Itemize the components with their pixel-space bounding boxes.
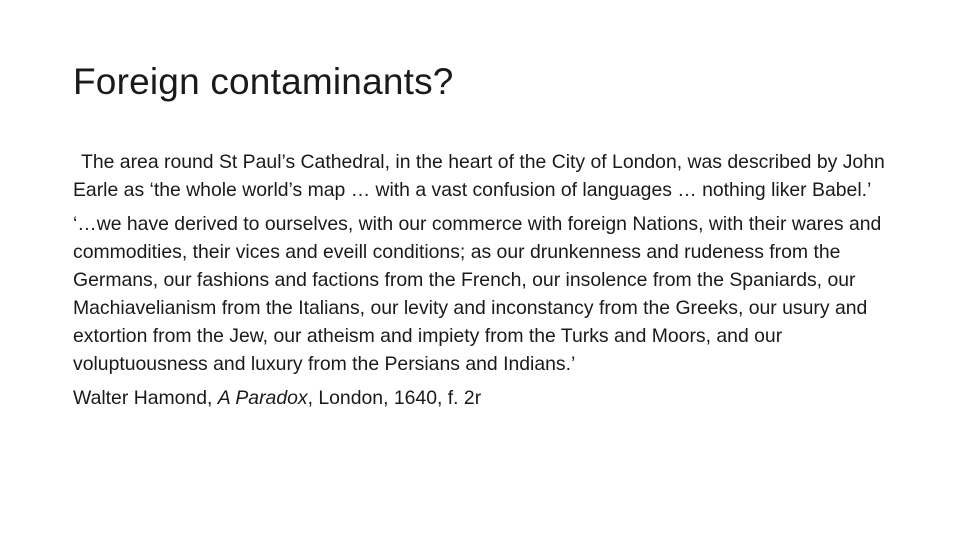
citation [73, 384, 893, 412]
paragraph-quotation: ‘…we have derived to ourselves, with our commerce with foreign Nations, with their wares and commodities, their vices and eveill conditions; as our drunkenness and rudeness from the Germans, our fashions and factions from the French, our insolence from the Spaniards, our Machiavelianism from the Italians, our levity and inconstancy from the Greeks, our usury and extortion from the Jew, our atheism and impiety from the Turks and Moors, and our voluptuousness and luxury from the Persians and Indians.’ [73, 213, 882, 375]
paragraph-st-pauls: The area round St Paul’s Cathedral, in the heart of the City of London, was described by John Earle as ‘the whole world’s map … with a vast confusion of languages … nothing liker Babel.’ [73, 151, 885, 201]
slide-title: Foreign contaminants? [73, 61, 454, 102]
citation-details: , London, 1640, f. 2r [307, 387, 482, 409]
citation-author: Walter Hamond, [73, 387, 218, 409]
slide-body [73, 148, 893, 418]
citation-work-title: A Paradox [217, 387, 308, 409]
